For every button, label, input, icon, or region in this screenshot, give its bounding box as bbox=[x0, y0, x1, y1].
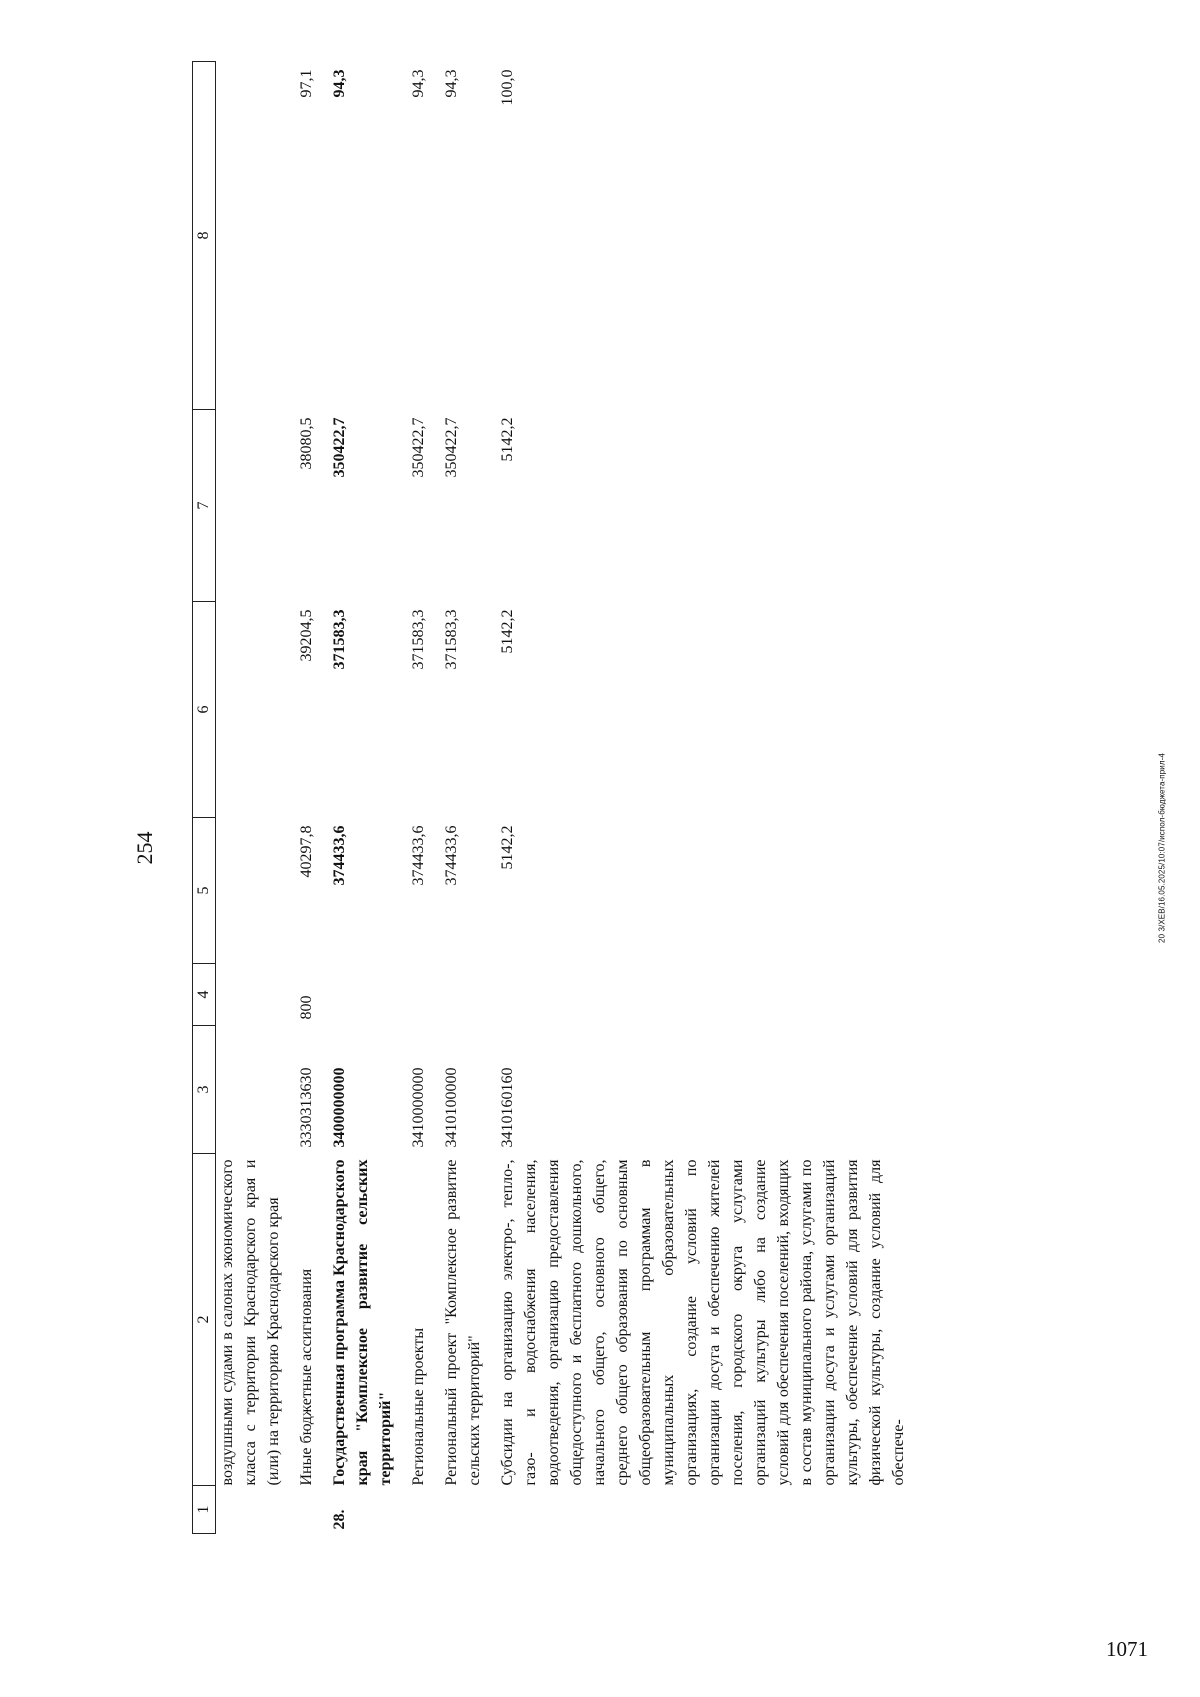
row-value-6: 371583,3 bbox=[410, 609, 427, 670]
header-cell: 4 bbox=[193, 964, 216, 1026]
row-value-7: 350422,7 bbox=[443, 417, 460, 478]
row-vr bbox=[440, 964, 496, 1026]
row-vr bbox=[328, 964, 407, 1026]
header-cell: 5 bbox=[193, 818, 216, 964]
row-csr bbox=[216, 1026, 296, 1154]
row-csr: 3410000000 bbox=[410, 1067, 427, 1148]
budget-table bbox=[192, 61, 920, 1534]
row-value-8: 97,1 bbox=[298, 69, 315, 98]
row-value-5: 5142,2 bbox=[499, 825, 516, 870]
row-value-8 bbox=[216, 62, 296, 410]
row-name: Региональный проект "Комплексное развитие сельских территорий" bbox=[443, 1159, 483, 1486]
row-value-6 bbox=[216, 602, 296, 818]
row-name: Иные бюджетные ассигнования bbox=[298, 1268, 315, 1486]
row-value-5: 374433,6 bbox=[331, 825, 348, 886]
table-row bbox=[496, 62, 920, 1534]
row-csr: 3330313630 bbox=[298, 1067, 315, 1148]
row-value-7: 38080,5 bbox=[298, 417, 315, 470]
row-value-6: 371583,3 bbox=[331, 609, 348, 670]
row-vr bbox=[407, 964, 440, 1026]
header-cell: 3 bbox=[193, 1026, 216, 1154]
row-csr: 3410160160 bbox=[499, 1067, 516, 1148]
header-cell: 2 bbox=[193, 1154, 216, 1486]
row-value-8: 94,3 bbox=[331, 69, 348, 98]
page-number: 254 bbox=[132, 831, 157, 865]
row-vr bbox=[216, 964, 296, 1026]
row-value-6: 39204,5 bbox=[298, 609, 315, 662]
sheet-number: 1071 bbox=[1106, 1637, 1148, 1661]
row-value-7: 5142,2 bbox=[499, 417, 516, 462]
row-vr bbox=[496, 964, 920, 1026]
row-value-8: 94,3 bbox=[443, 69, 460, 98]
row-name: Субсидии на организацию электро-, тепло-, газо- и водоснабжения населения, водоотведения, организацию предоставления общедоступного и бесплатного дошкольного, начального общего, основного общего, среднего общего образования по основным общеобразовательным программам в муниципальных образовательных организациях, создание условий по организации досуга и обеспечению жителей поселения, городского округа услугами организаций культуры либо на создание условий для обеспечения поселений, входящих в состав муниципального района, услугами по организации досуга и услугами организаций культуры, обеспечение условий для развития физической культуры, создание условий для обеспече- bbox=[499, 1159, 907, 1486]
table-row bbox=[407, 62, 440, 1534]
row-value-7: 350422,7 bbox=[410, 417, 427, 478]
footer-stamp: 20 3/XEB/16.05.2025/10:07/испол-бюджета-прил-4 bbox=[1157, 753, 1167, 943]
table-row bbox=[295, 62, 328, 1534]
row-value-7: 350422,7 bbox=[331, 417, 348, 478]
row-value-5 bbox=[216, 818, 296, 964]
row-value-5: 374433,6 bbox=[443, 825, 460, 886]
row-number bbox=[295, 1486, 328, 1534]
row-value-5: 40297,8 bbox=[298, 825, 315, 878]
row-value-8: 94,3 bbox=[410, 69, 427, 98]
table-row bbox=[328, 62, 407, 1534]
row-value-5: 374433,6 bbox=[410, 825, 427, 886]
row-number bbox=[496, 1486, 920, 1534]
table-row bbox=[440, 62, 496, 1534]
row-name: воздушными судами в салонах экономического класса с территории Краснодарского края и (или) на территорию Краснодарского края bbox=[219, 1159, 282, 1486]
row-name: Региональные проекты bbox=[410, 1327, 427, 1486]
row-csr: 3400000000 bbox=[331, 1067, 348, 1148]
row-value-6: 5142,2 bbox=[499, 609, 516, 654]
row-value-7 bbox=[216, 410, 296, 602]
row-value-8: 100,0 bbox=[499, 69, 516, 106]
row-name: Государственная программа Краснодарского края "Комплексное развитие сельских территорий" bbox=[331, 1159, 394, 1486]
header-cell: 1 bbox=[193, 1486, 216, 1534]
row-number bbox=[407, 1486, 440, 1534]
table-row bbox=[216, 62, 296, 1534]
row-value-6: 371583,3 bbox=[443, 609, 460, 670]
row-number bbox=[440, 1486, 496, 1534]
header-cell: 6 bbox=[193, 602, 216, 818]
row-vr: 800 bbox=[298, 995, 315, 1020]
row-number bbox=[216, 1486, 296, 1534]
header-cell: 7 bbox=[193, 410, 216, 602]
rotated-page bbox=[120, 58, 1120, 1638]
row-number: 28. bbox=[331, 1509, 348, 1530]
header-cell: 8 bbox=[193, 62, 216, 410]
row-csr: 3410100000 bbox=[443, 1067, 460, 1148]
table-header bbox=[193, 62, 216, 1534]
